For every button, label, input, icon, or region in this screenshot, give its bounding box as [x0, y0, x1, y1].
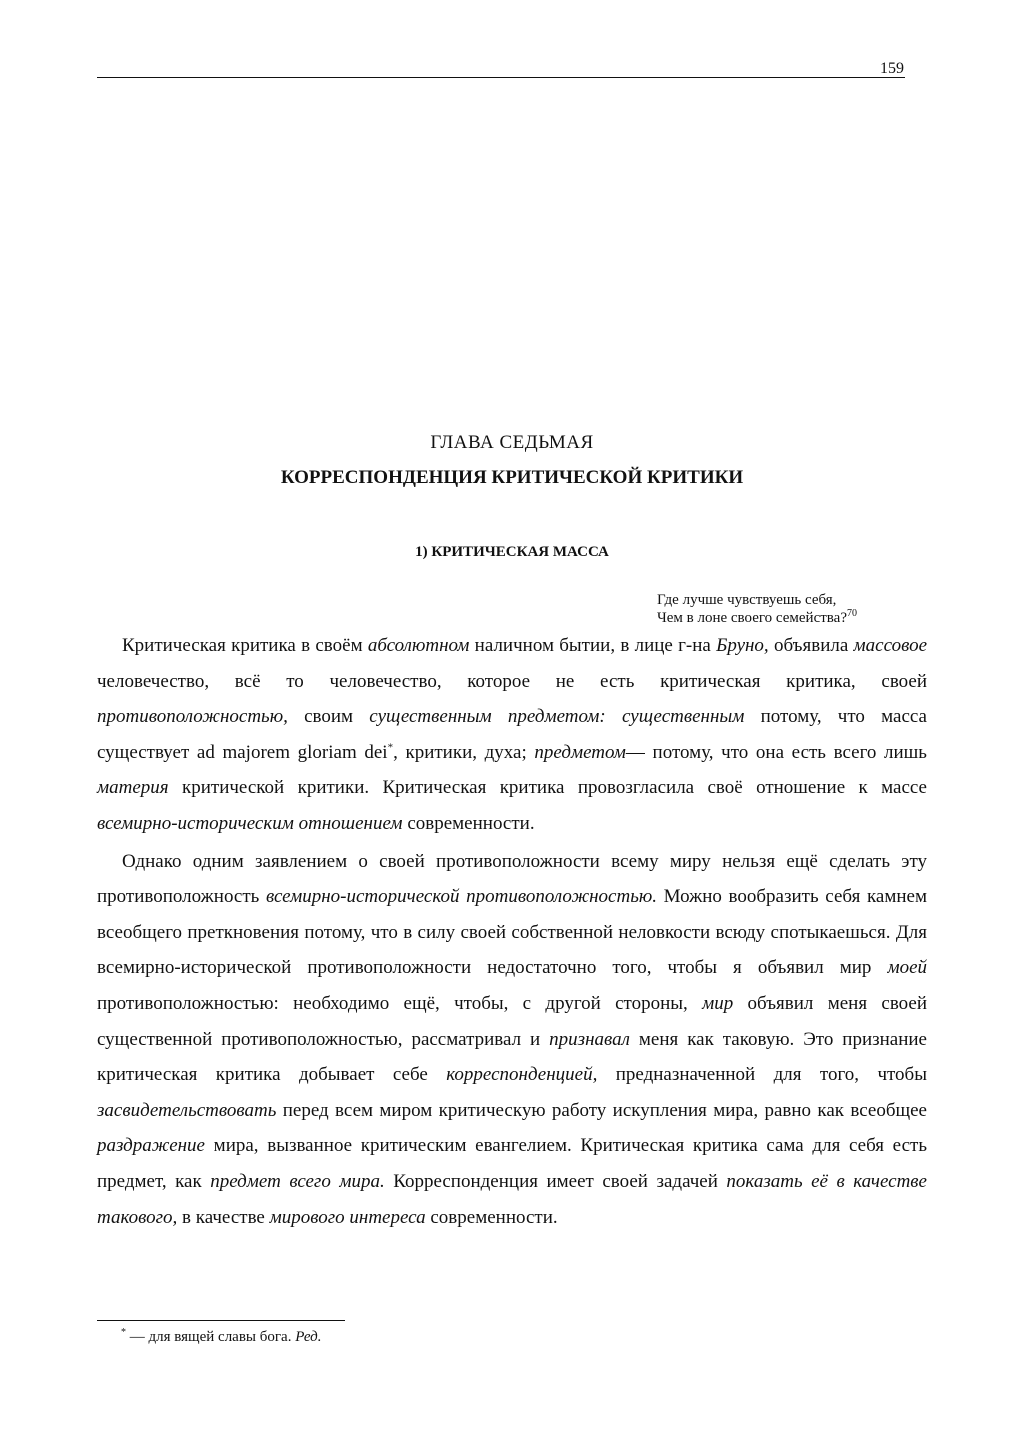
emphasis: корреспонденцией, [446, 1064, 598, 1086]
text: Критическая критика в своём [122, 635, 368, 656]
text: потому, что масса существует ad majorem gloriam dei [97, 706, 927, 763]
emphasis: Бруно, [716, 635, 769, 656]
text: объявила [768, 635, 854, 656]
emphasis: материя [97, 777, 169, 799]
epigraph-line-1: Где лучше чувствуешь себя, [657, 592, 837, 608]
footnote-mark: * [121, 1327, 126, 1338]
page-number: 159 [880, 60, 904, 77]
text: Можно вообразить себя камнем всеобщего преткновения потому, что в силу своей собственной неловкости всюду спотыкаешься. Для всемирно-исторической противоположности недостаточно того, чтобы я объявил мир [97, 886, 927, 979]
emphasis: противоположностью, [97, 706, 288, 728]
footnote-rule [97, 1320, 345, 1321]
epigraph [657, 591, 917, 627]
text: в качестве [177, 1206, 270, 1228]
emphasis: всемирно-историческим отношением [97, 812, 403, 834]
text: критической критики. Критическая критика провозгласила своё отношение к массе [168, 777, 927, 799]
section-title: 1) КРИТИЧЕСКАЯ МАССА [415, 544, 609, 560]
text: Корреспонденция имеет своей задачей [384, 1170, 727, 1192]
text: Однако одним заявлением о своей противоположности всему миру нельзя ещё сделать эту противоположность [97, 850, 927, 908]
emphasis: мир [702, 992, 734, 1014]
footnote-editor: Ред. [295, 1329, 322, 1345]
text: — потому, что она есть всего лишь [625, 741, 927, 763]
emphasis: моей [887, 957, 927, 979]
emphasis: предметом [534, 741, 626, 763]
emphasis: существенным предметом: существенным [369, 706, 745, 728]
emphasis: признавал [549, 1028, 630, 1050]
body-text [97, 628, 927, 1235]
text: перед всем миром критическую работу искупления мира, равно как всеобщее [276, 1099, 927, 1121]
footnote [121, 1329, 721, 1346]
emphasis: предмет всего мира. [210, 1170, 385, 1192]
epigraph-line-2 [657, 609, 917, 627]
text: противоположностью: необходимо ещё, чтобы, с другой стороны, [97, 992, 703, 1014]
text: мира, вызванное критическим евангелием. Критическая критика сама для себя есть предмет, как [97, 1135, 927, 1192]
text: объявил меня своей существенной противоположностью, рассматривал и [97, 992, 927, 1050]
text: предназначенной для того, чтобы [597, 1064, 927, 1086]
emphasis: мирового интереса [269, 1206, 426, 1228]
emphasis: всемирно-исторической противоположностью. [265, 886, 657, 908]
footnote-text: — для вящей славы бога. [126, 1329, 296, 1345]
text: своим [287, 706, 370, 728]
text: меня как таковую. Это признание критическая критика добывает себе [97, 1028, 927, 1086]
text: , критики, духа; [393, 741, 535, 763]
text: наличном бытии, в лице г-на [469, 635, 717, 656]
text: современности. [402, 812, 535, 834]
footnote-reference[interactable]: * [387, 741, 394, 754]
chapter-label: ГЛАВА СЕДЬМАЯ [430, 432, 594, 453]
endnote-reference[interactable]: 70 [847, 608, 857, 619]
emphasis: засвидетельствовать [97, 1099, 277, 1121]
epigraph-line-2-text: Чем в лоне своего семейства? [657, 610, 847, 626]
emphasis: абсолютном [367, 635, 470, 656]
paragraph-1 [97, 628, 927, 842]
text: человечество, всё то человечество, которое не есть критическая критика, своей [97, 670, 927, 692]
text: современности. [425, 1206, 558, 1228]
header-rule [97, 77, 905, 78]
emphasis: показать её в качестве такового, [97, 1170, 927, 1228]
chapter-title: КОРРЕСПОНДЕНЦИЯ КРИТИЧЕСКОЙ КРИТИКИ [280, 467, 744, 488]
emphasis: массовое [853, 635, 927, 656]
paragraph-2 [97, 844, 927, 1236]
emphasis: раздражение [97, 1135, 205, 1157]
